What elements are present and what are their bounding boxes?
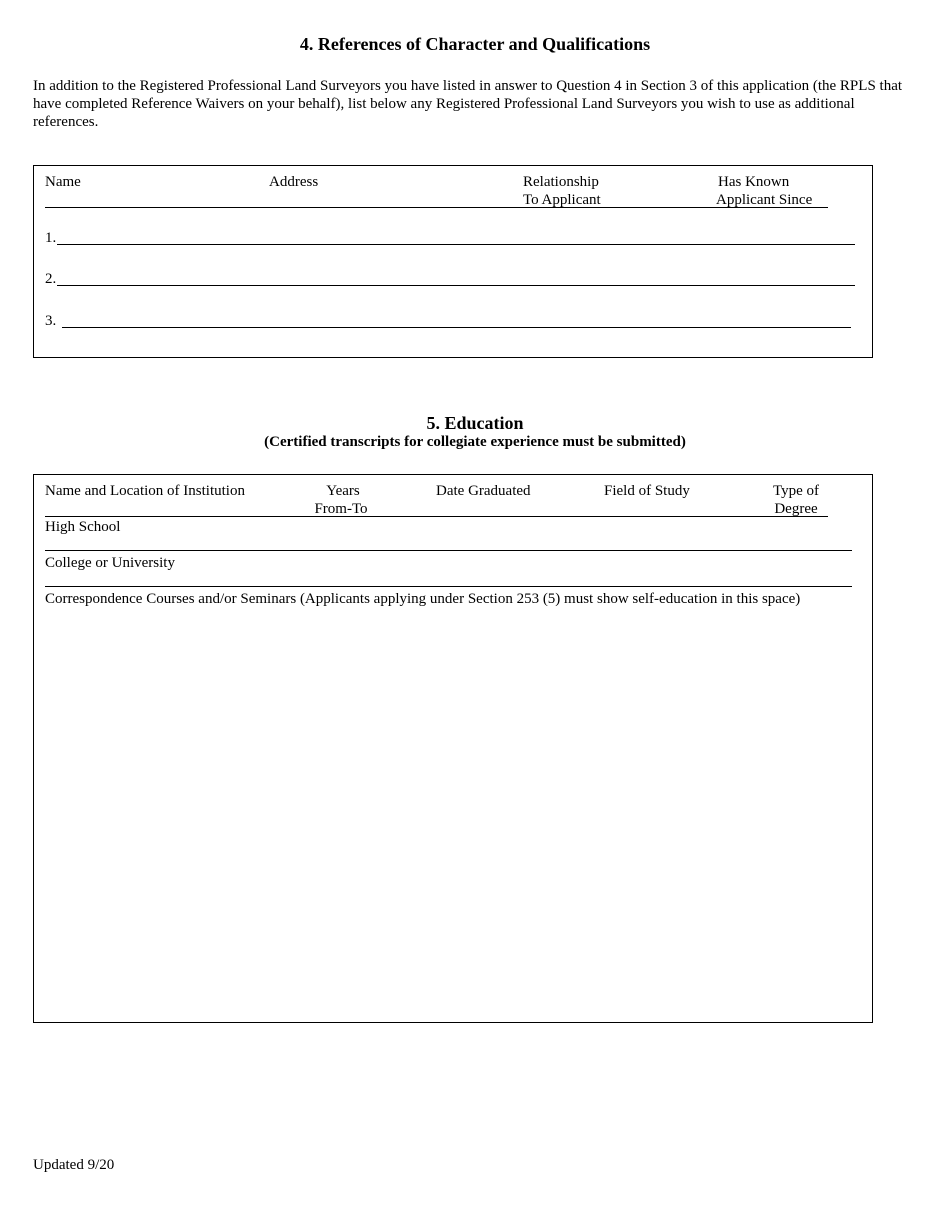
col-known-line2: Applicant Since [716, 192, 813, 208]
col-relationship-line1: Relationship [523, 174, 599, 190]
col-degree-line1: Type of [772, 483, 820, 499]
reference-row-2-line[interactable] [57, 285, 855, 286]
col-years-line1: Years [326, 483, 360, 499]
reference-row-1-label: 1. [45, 230, 57, 246]
updated-footer: Updated 9/20 [33, 1157, 115, 1173]
reference-row-3-line[interactable] [62, 327, 851, 328]
col-degree-line2: Degree [774, 501, 818, 517]
college-label: College or University [45, 555, 175, 571]
col-relationship-line2: To Applicant [523, 192, 601, 208]
reference-row-3-label: 3. [45, 313, 57, 329]
references-heading: 4. References of Character and Qualifications [299, 34, 651, 54]
header-underline [45, 207, 828, 208]
college-line[interactable] [45, 586, 852, 587]
col-address: Address [269, 174, 319, 190]
col-date-graduated: Date Graduated [436, 483, 531, 499]
education-subheading: (Certified transcripts for collegiate experience must be submitted) [264, 434, 686, 450]
col-known-line1: Has Known [718, 174, 790, 190]
education-header-underline [45, 516, 828, 517]
correspondence-space[interactable] [45, 615, 860, 1010]
references-box [33, 165, 873, 358]
education-box [33, 474, 873, 1023]
col-name: Name [45, 174, 81, 190]
col-years-line2: From-To [314, 501, 368, 517]
reference-row-2-label: 2. [45, 271, 57, 287]
reference-row-1-line[interactable] [57, 244, 855, 245]
high-school-line[interactable] [45, 550, 852, 551]
high-school-label: High School [45, 519, 121, 535]
col-field-of-study: Field of Study [604, 483, 690, 499]
education-heading: 5. Education [426, 413, 524, 433]
correspondence-label: Correspondence Courses and/or Seminars (Applicants applying under Section 253 (5) must show self-education in this space) [45, 591, 801, 607]
col-institution: Name and Location of Institution [45, 483, 245, 499]
references-intro: In addition to the Registered Professional Land Surveyors you have listed in answer to Question 4 in Section 3 of this application (the RPLS that have completed Reference Waivers on your behalf), list below any Registered Professional Land Surveyors you wish to use as additional references. [33, 78, 903, 130]
